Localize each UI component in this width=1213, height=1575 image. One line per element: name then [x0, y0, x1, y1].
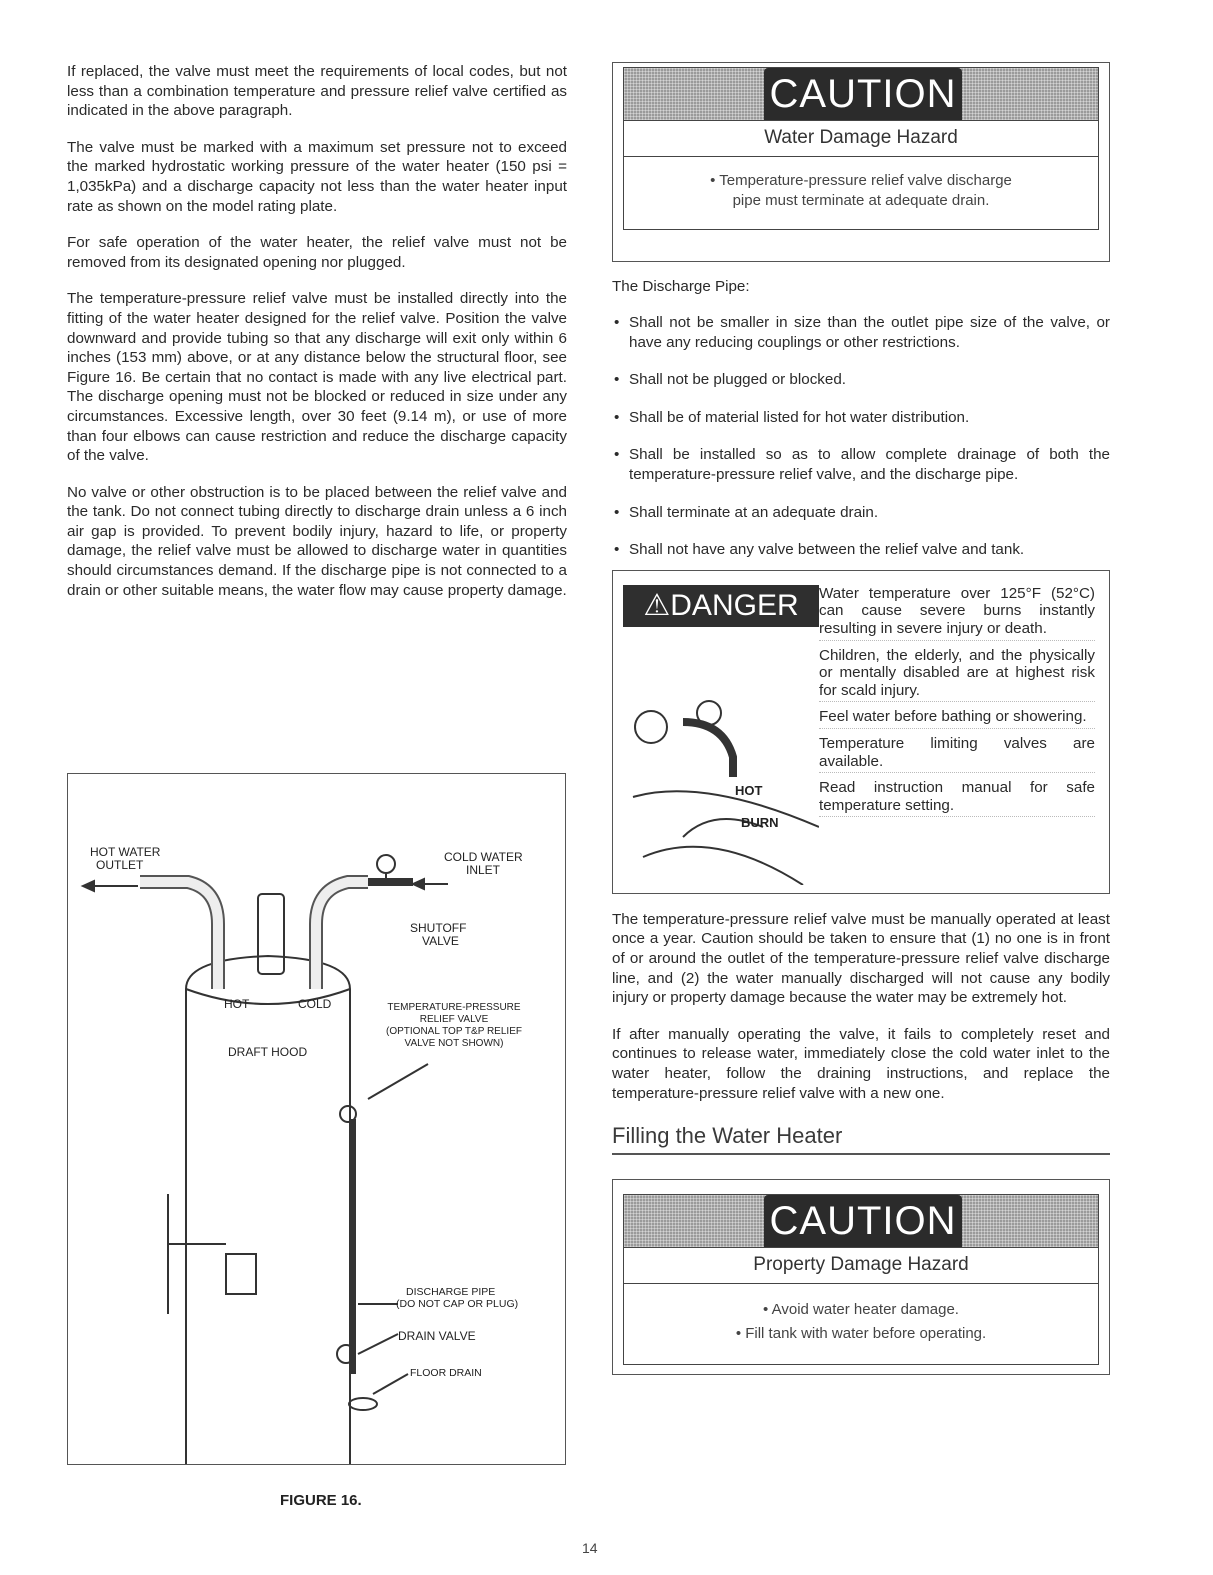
caution-subtitle: Property Damage Hazard [624, 1247, 1098, 1284]
discharge-pipe-heading: The Discharge Pipe: [612, 278, 750, 295]
danger-scald-warning [612, 570, 1110, 894]
label-floor-drain: FLOOR DRAIN [410, 1367, 482, 1379]
paragraph-valve-installation: The temperature-pressure relief valve must be installed directly into the fitting of the water heater designed for the relief valve. Position the valve downward and provide tubing so that any discharge will exit only within 6 inches (153 mm) above, or at any distance below the structural floor, see Figure 16. Be certain that no contact is made with any live electrical part. The discharge opening must not be blocked or reduced in size under any circumstances. Excessive length, over 30 feet (9.14 m), or use of more than four elbows can cause restriction and reduce the discharge capacity of the valve. [67, 290, 567, 465]
list-item: • Shall not be smaller in size than the outlet pipe size of the valve, or have any reducing couplings or other restrictions. [614, 314, 1110, 351]
scald-faucet-illustration [623, 627, 819, 885]
paragraph-no-obstruction: No valve or other obstruction is to be placed between the relief valve and the tank. Do not connect tubing directly to discharge drain unless a 6 inch air gap is provided. To prevent bodily injury, hazard to life, or property damage, the relief valve must be allowed to discharge water in quantities should circumstances demand. If the discharge pipe is not connected to a drain or other suitable means, the water flow may cause property damage. [67, 483, 567, 599]
discharge-pipe-requirements [612, 313, 1110, 560]
caution-title: CAUTION [764, 1195, 962, 1247]
figure-caption: FIGURE 16. [280, 1492, 362, 1509]
caution-message: • Temperature-pressure relief valve discharge pipe must terminate at adequate drain. [710, 172, 1012, 209]
label-draft-hood: DRAFT HOOD [228, 1045, 308, 1059]
section-title-filling: Filling the Water Heater [612, 1123, 1110, 1155]
danger-message: Water temperature over 125°F (52°C) can cause severe burns instantly resulting in severe injury or death. Children, the elderly, and the physically or mentally disabled are at highest risk for scald injury. Feel water before bathing or showering. Temperature limiting valves are available. Read instruction manual for safe temperature setting. [819, 585, 1095, 824]
caution-property-damage [612, 1179, 1110, 1375]
label-discharge-pipe: DISCHARGE PIPE (DO NOT CAP OR PLUG) [396, 1286, 519, 1310]
page-number: 14 [582, 1540, 598, 1556]
label-cold-water-inlet: COLD WATER INLET [444, 850, 523, 877]
caution-water-damage [612, 62, 1110, 262]
label-hot-water-outlet: HOT WATER OUTLET [90, 845, 161, 872]
figure-16-diagram [67, 773, 566, 1465]
danger-title: ⚠DANGER [623, 585, 819, 627]
label-cold: COLD [298, 997, 332, 1011]
paragraph-safe-operation: For safe operation of the water heater, the relief valve must not be removed from its designated opening nor plugged. [67, 234, 567, 271]
water-heater-illustration [68, 774, 565, 1464]
label-tp-relief-valve: TEMPERATURE-PRESSURE RELIEF VALVE (OPTIONAL TOP T&P RELIEF VALVE NOT SHOWN) [386, 1002, 522, 1049]
caution-banner [624, 68, 1098, 120]
caution-title: CAUTION [764, 68, 962, 120]
art-burn-text: BURN [741, 814, 779, 830]
art-hot-text: HOT [735, 782, 763, 798]
list-item: • Shall not have any valve between the relief valve and tank. [614, 541, 1025, 559]
paragraph-valve-reset: If after manually operating the valve, it fails to completely reset and continues to release water, immediately close the cold water inlet to the water heater, follow the draining instructions, and replace the temperature-pressure relief valve with a new one. [612, 1025, 1110, 1102]
list-item: • Shall be of material listed for hot water distribution. [614, 408, 970, 426]
label-shutoff-valve: SHUTOFF VALVE [410, 921, 467, 948]
right-column [612, 62, 1110, 1375]
paragraph-valve-replacement: If replaced, the valve must meet the requirements of local codes, but not less than a combination temperature and pressure relief valve certified as indicated in the above paragraph. [67, 63, 567, 120]
paragraph-manual-operation: The temperature-pressure relief valve must be manually operated at least once a year. Caution should be taken to ensure that (1) no one is in front of or around the outlet of the temperature-pressure relief valve discharge line, and (2) the water manually discharged will not cause any bodily injury or property damage because the water may be extremely hot. [612, 910, 1110, 1007]
label-hot: HOT [224, 997, 250, 1011]
list-item: • Shall not be plugged or blocked. [614, 371, 847, 389]
caution-banner [624, 1195, 1098, 1247]
list-item: • Shall terminate at an adequate drain. [614, 503, 879, 521]
paragraph-valve-marking: The valve must be marked with a maximum set pressure not to exceed the marked hydrostatic working pressure of the water heater (150 psi = 1,035kPa) and a discharge capacity not less than the water heater input rate as shown on the model rating plate. [67, 138, 567, 215]
caution-message: • Avoid water heater damage. • Fill tank with water before operating. [735, 1301, 987, 1343]
list-item: • Shall be installed so as to allow complete drainage of both the temperature-pressure relief valve, and the discharge pipe. [614, 446, 1110, 483]
label-drain-valve: DRAIN VALVE [398, 1329, 476, 1343]
caution-subtitle: Water Damage Hazard [624, 120, 1098, 157]
left-column [67, 62, 567, 617]
